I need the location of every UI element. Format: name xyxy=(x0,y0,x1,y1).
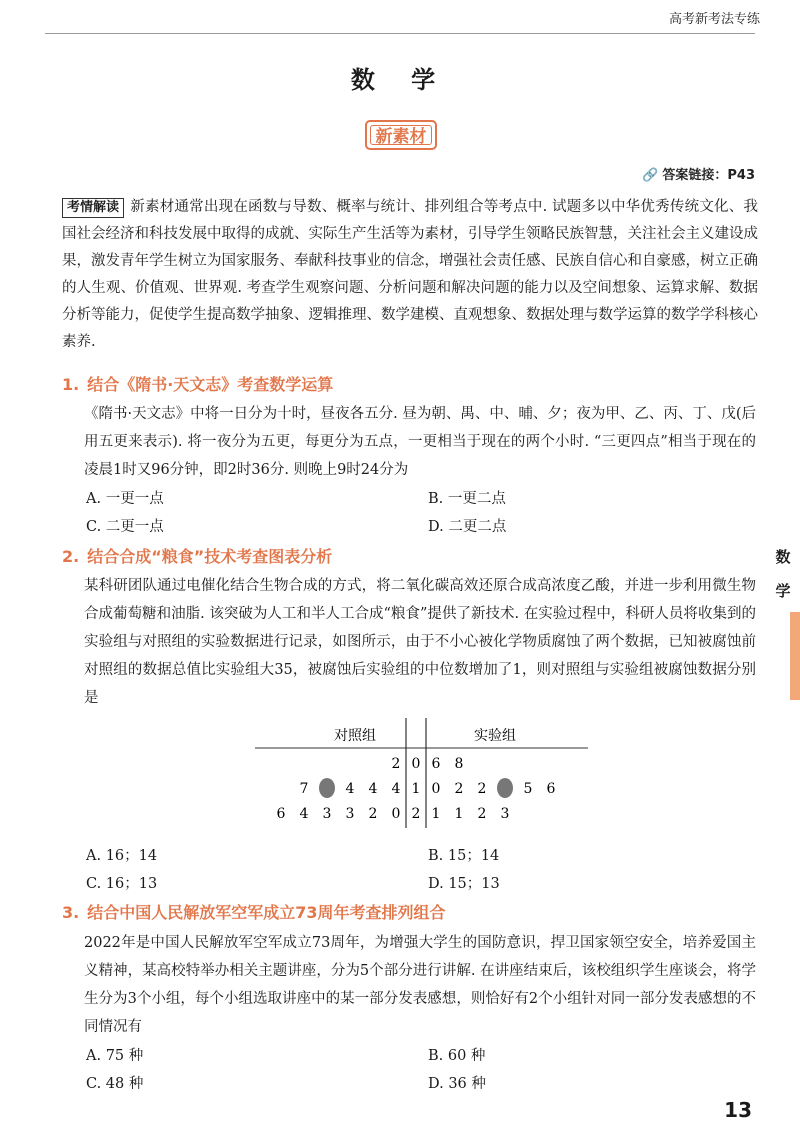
question-2-title: 结合合成“粮食”技术考查图表分析 xyxy=(87,547,333,566)
experiment-leaf: 6 xyxy=(546,781,556,797)
question-2-option-d[interactable]: D. 15；13 xyxy=(428,876,500,892)
corroded-data-blot xyxy=(319,778,335,798)
control-leaf: 0 xyxy=(391,806,401,822)
stem-value: 2 xyxy=(411,806,421,822)
question-2-heading xyxy=(62,544,332,567)
exam-analysis-tag: 考情解读 xyxy=(62,198,124,218)
experiment-leaf: 5 xyxy=(523,781,533,797)
page-subject: 数 学 xyxy=(350,66,450,94)
question-1-number: 1. xyxy=(62,375,80,394)
control-leaf: 7 xyxy=(299,781,309,797)
question-2-number: 2. xyxy=(62,547,80,566)
question-1-option-c[interactable]: C. 二更一点 xyxy=(86,519,164,535)
question-3-option-b[interactable]: B. 60 种 xyxy=(428,1048,486,1064)
experiment-leaf: 2 xyxy=(454,781,464,797)
control-leaf: 6 xyxy=(276,806,286,822)
control-leaf: 2 xyxy=(391,756,401,772)
question-1-heading xyxy=(62,372,333,395)
side-tab xyxy=(773,540,793,608)
experiment-leaf: 3 xyxy=(500,806,510,822)
right-group-header: 实验组 xyxy=(474,728,516,744)
experiment-leaf: 8 xyxy=(454,756,464,772)
stem-value: 1 xyxy=(411,781,421,797)
question-3-option-c[interactable]: C. 48 种 xyxy=(86,1076,144,1092)
question-2-option-c[interactable]: C. 16；13 xyxy=(86,876,158,892)
question-3-title: 结合中国人民解放军空军成立73周年考查排列组合 xyxy=(87,903,446,922)
control-leaf: 3 xyxy=(345,806,355,822)
question-2-body: 某科研团队通过电催化结合生物合成的方式，将二氧化碳高效还原合成高浓度乙酸，并进一步利用微生物合成葡萄糖和油脂. 该突破为人工和半人工合成“粮食”提供了新技术. 在实验过程中，科研人员将收集到的实验组与对照组的实验数据进行记录，如图所示，由于不小心被化学物质腐蚀了两个数据，已知被腐蚀前对照组的数据总值比实验组大35，被腐蚀后实验组的中位数增加了1，则对照组与实验组被腐蚀数据分别是 xyxy=(84,578,756,706)
exam-analysis xyxy=(62,194,758,356)
experiment-leaf: 1 xyxy=(431,806,441,822)
experiment-leaf: 0 xyxy=(431,781,441,797)
question-3-option-a[interactable]: A. 75 种 xyxy=(86,1048,144,1064)
page-number: 13 xyxy=(724,1098,752,1122)
side-color-bar xyxy=(790,612,800,700)
question-1-option-d[interactable]: D. 二更二点 xyxy=(428,519,507,535)
link-icon: 🔗 xyxy=(642,168,659,183)
series-title: 高考新考法专练 xyxy=(668,12,760,27)
header-divider xyxy=(45,33,755,34)
experiment-leaf: 6 xyxy=(431,756,441,772)
control-leaf: 4 xyxy=(368,781,378,797)
question-3-heading xyxy=(62,900,446,923)
question-1-title: 结合《隋书·天文志》考查数学运算 xyxy=(87,375,334,394)
section-badge: 新素材 xyxy=(365,120,437,150)
question-2-option-a[interactable]: A. 16；14 xyxy=(86,848,158,864)
control-leaf: 4 xyxy=(299,806,309,822)
left-group-header: 对照组 xyxy=(334,728,376,744)
control-leaf: 4 xyxy=(391,781,401,797)
answer-link[interactable] xyxy=(642,164,755,183)
corroded-data-blot xyxy=(497,778,513,798)
experiment-leaf: 1 xyxy=(454,806,464,822)
question-2-option-b[interactable]: B. 15；14 xyxy=(428,848,500,864)
question-3-body: 2022年是中国人民解放军空军成立73周年，为增强大学生的国防意识，捍卫国家领空安全，培养爱国主义精神，某高校特举办相关主题讲座，分为5个部分进行讲解. 在讲座结束后，该校组织学生座谈会，将学生分为3个小组，每个小组选取讲座中的某一部分发表感想，则恰好有2个小组针对同一部分发表感想的不同情况有 xyxy=(84,935,756,1035)
control-leaf: 4 xyxy=(345,781,355,797)
question-3-number: 3. xyxy=(62,903,80,922)
question-1-option-a[interactable]: A. 一更一点 xyxy=(86,491,164,507)
question-1-option-b[interactable]: B. 一更二点 xyxy=(428,491,506,507)
experiment-leaf: 2 xyxy=(477,781,487,797)
answer-link-label: 答案链接：P43 xyxy=(662,168,755,183)
exam-analysis-text: 新素材通常出现在函数与导数、概率与统计、排列组合等考点中. 试题多以中华优秀传统文化、我国社会经济和科技发展中取得的成就、实际生产生活等为素材，引导学生领略民族智慧，关注社会主义建设成果，激发青年学生树立为国家服务、奉献科技事业的信念，增强社会责任感、民族自信心和自豪感，树立正确的人生观、价值观、世界观. 考查学生观察问题、分析问题和解决问题的能力以及空间想象、运算求解、数据分析等能力，促使学生提高数学抽象、逻辑推理、数学建模、直观想象、数据处理与数学运算的数学学科核心素养. xyxy=(62,199,758,350)
stem-value: 0 xyxy=(411,756,421,772)
side-tab-char-2: 学 xyxy=(775,582,791,600)
control-leaf: 3 xyxy=(322,806,332,822)
control-leaf: 2 xyxy=(368,806,378,822)
side-tab-char-1: 数 xyxy=(775,548,791,566)
stem-leaf-plot xyxy=(250,718,590,830)
question-3-option-d[interactable]: D. 36 种 xyxy=(428,1076,486,1092)
experiment-leaf: 2 xyxy=(477,806,487,822)
question-1-body: 《隋书·天文志》中将一日分为十时，昼夜各五分. 昼为朝、禺、中、晡、夕；夜为甲、乙、丙、丁、戊(后用五更来表示). 将一夜分为五更，每更分为五点，一更相当于现在的两个小时. “三更四点”相当于现在的凌晨1时又96分钟，即2时36分. 则晚上9时24分为 xyxy=(84,406,756,478)
